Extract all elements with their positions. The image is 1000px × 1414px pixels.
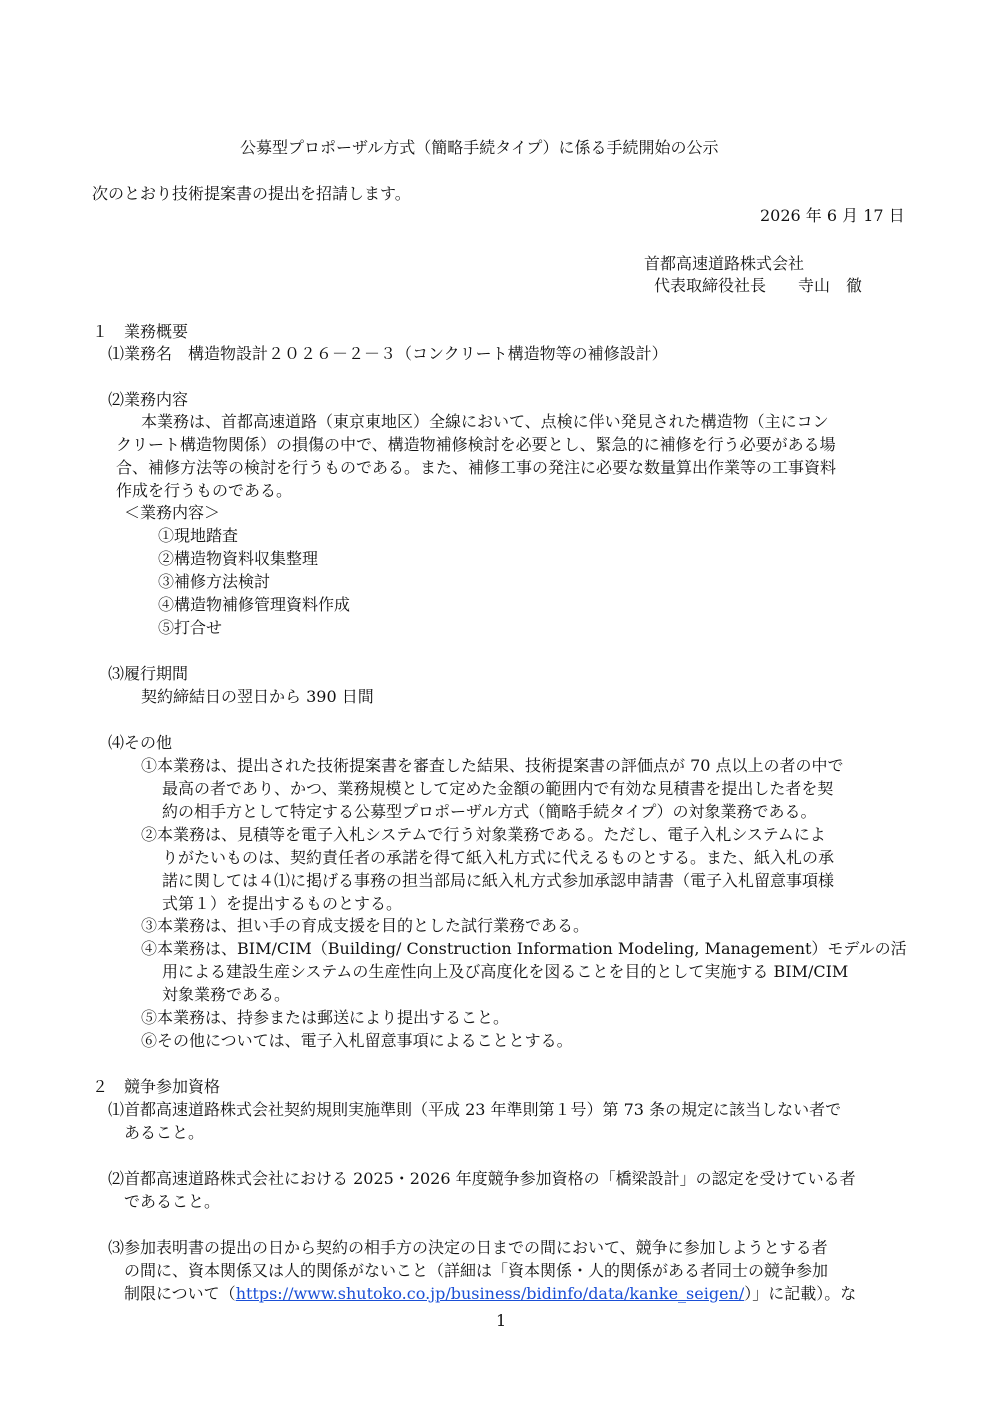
section1-item4-label: ⑷その他 bbox=[108, 733, 173, 752]
eligibility-line: あること。 bbox=[124, 1123, 205, 1142]
other-note-line: 諾に関しては４⑴に掲げる事務の担当部局に紙入札方式参加承認申請書（電子入札留意事項様 bbox=[162, 871, 835, 890]
section2-heading: ２ 競争参加資格 bbox=[92, 1077, 221, 1096]
eligibility-line: の間に、資本関係又は人的関係がないこと（詳細は「資本関係・人的関係がある者同士の競争参加 bbox=[124, 1261, 829, 1280]
work-description-line: クリート構造物関係）の損傷の中で、構造物補修検討を必要とし、緊急的に補修を行う必要がある場 bbox=[116, 435, 836, 454]
eligibility-line: ⑴首都高速道路株式会社契約規則実施準則（平成 23 年準則第１号）第 73 条の規定に該当しない者で bbox=[108, 1100, 842, 1119]
section1-item1: ⑴業務名 構造物設計２０２６－２－３（コンクリート構造物等の補修設計） bbox=[108, 344, 668, 363]
work-description-line: 本業務は、首都高速道路（東京東地区）全線において、点検に伴い発見された構造物（主にコン bbox=[141, 412, 829, 431]
other-note-line: 最高の者であり、かつ、業務規模として定めた金額の範囲内で有効な見積書を提出した者を契 bbox=[162, 779, 834, 798]
eligibility-line: であること。 bbox=[124, 1192, 221, 1211]
kanke-seigen-link[interactable]: https://www.shutoko.co.jp/business/bidinfo/data/kanke_seigen/ bbox=[235, 1284, 745, 1303]
other-note-line: 用による建設生産システムの生産性向上及び高度化を図ることを目的として実施する BIM/CIM bbox=[162, 962, 849, 981]
work-description-line: 作成を行うものである。 bbox=[116, 481, 293, 500]
other-note-line: ⑤本業務は、持参または郵送により提出すること。 bbox=[141, 1008, 510, 1027]
page-number: 1 bbox=[496, 1311, 507, 1330]
task-item: ①現地踏査 bbox=[158, 526, 239, 545]
other-note-line: ①本業務は、提出された技術提案書を審査した結果、技術提案書の評価点が 70 点以上の者の中で bbox=[141, 756, 844, 775]
task-item: ②構造物資料収集整理 bbox=[158, 549, 319, 568]
other-note-line: ③本業務は、担い手の育成支援を目的とした試行業務である。 bbox=[141, 916, 590, 935]
task-item: ④構造物補修管理資料作成 bbox=[158, 595, 351, 614]
task-list-heading: ＜業務内容＞ bbox=[124, 503, 221, 522]
document-title: 公募型プロポーザル方式（簡略手続タイプ）に係る手続開始の公示 bbox=[240, 138, 719, 157]
section1-item2-label: ⑵業務内容 bbox=[108, 390, 189, 409]
eligibility-line: ⑵首都高速道路株式会社における 2025・2026 年度競争参加資格の「橋梁設計」の認定を受けている者 bbox=[108, 1169, 856, 1188]
other-note-line: ⑥その他については、電子入札留意事項によることとする。 bbox=[141, 1031, 573, 1050]
issue-date: 2026 年 6 月 17 日 bbox=[760, 206, 905, 225]
intro-text: 次のとおり技術提案書の提出を招請します。 bbox=[92, 184, 411, 203]
task-item: ⑤打合せ bbox=[158, 618, 223, 637]
other-note-line: 約の相手方として特定する公募型プロポーザル方式（簡略手続タイプ）の対象業務である。 bbox=[162, 802, 817, 821]
other-note-line: ④本業務は、BIM/CIM（Building/ Construction Information Modeling, Management）モデルの活 bbox=[141, 939, 907, 958]
other-note-line: ②本業務は、見積等を電子入札システムで行う対象業務である。ただし、電子入札システムによ bbox=[141, 825, 826, 844]
issuer-company: 首都高速道路株式会社 bbox=[644, 254, 805, 273]
section1-item3-label: ⑶履行期間 bbox=[108, 664, 189, 683]
other-note-line: 対象業務である。 bbox=[162, 985, 291, 1004]
task-item: ③補修方法検討 bbox=[158, 572, 271, 591]
eligibility-line-with-link bbox=[124, 1283, 856, 1305]
section1-heading: １ 業務概要 bbox=[92, 322, 189, 341]
eligibility-line: ⑶参加表明書の提出の日から契約の相手方の決定の日までの間において、競争に参加しようとする者 bbox=[108, 1238, 828, 1257]
link-suffix-text: ）」に記載）。な bbox=[744, 1284, 857, 1303]
performance-period: 契約締結日の翌日から 390 日間 bbox=[141, 687, 374, 706]
other-note-line: りがたいものは、契約責任者の承諾を得て紙入札方式に代えるものとする。また、紙入札の承 bbox=[162, 848, 835, 867]
work-description-line: 合、補修方法等の検討を行うものである。また、補修工事の発注に必要な数量算出作業等の工事資料 bbox=[116, 458, 837, 477]
link-prefix-text: 制限について（ bbox=[124, 1284, 236, 1303]
other-note-line: 式第１）を提出するものとする。 bbox=[162, 894, 403, 913]
issuer-representative: 代表取締役社長 寺山 徹 bbox=[654, 276, 863, 295]
